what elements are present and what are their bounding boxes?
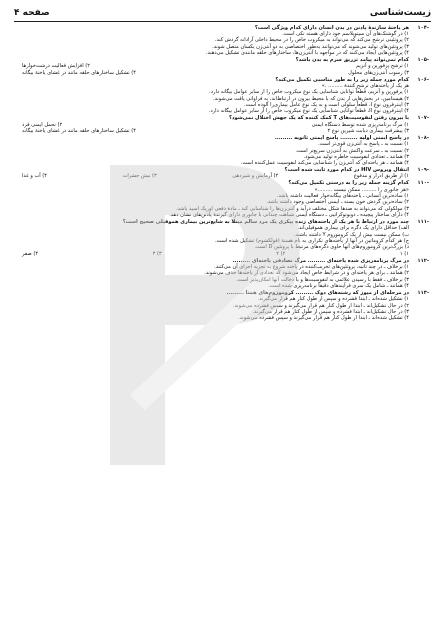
question-block bbox=[16, 180, 429, 218]
answer-option: ۱) ترشح پرفورین و آنزیم bbox=[356, 63, 409, 70]
answer-option: ۱) تشکیل شده‌اند ـ ابتدا فشرده و سپس از طول کنار هم قرار می‌گیرند. bbox=[257, 296, 409, 303]
answer-option: ۴) صفر bbox=[22, 250, 39, 257]
answer-option: ۲) پروتئینی ترشح می‌کند که می‌تواند به میکروب خاص را در محیط داخلی آزادانه گردش کند. bbox=[214, 37, 409, 44]
question-text: در پاسخ ایمنی اولیه ......... پاسخ ایمنی ثانویه ......... bbox=[274, 134, 409, 141]
answer-option: ۲) آزمایش و شیردهی bbox=[232, 173, 279, 180]
answer-option: ۲) تحمل ایمنی فرد bbox=[22, 121, 63, 128]
question-block bbox=[16, 115, 429, 134]
question-text: هر یاختهٔ سازندهٔ پادتن در بدن انسان دارای کدام ویژگی است؟ bbox=[254, 24, 409, 31]
answer-option-row bbox=[16, 173, 429, 179]
question-block bbox=[16, 57, 429, 76]
question-block bbox=[16, 135, 429, 167]
question-number: -۱۰۶ bbox=[417, 76, 429, 83]
page-number: صفحه ۴ bbox=[14, 8, 50, 18]
answer-option: ۴) دارای ساختار پیچیده ـ دوبوتوکراتیی ـ دستگاه ایمنی شباهت چندانی با جانوری دارای گیرندهٔ پادتن‌های نشان دهد. bbox=[169, 212, 409, 219]
statement-line: الف) حداقل دارای یک دگره برای بیماری هموفیلی‌اند. bbox=[297, 225, 409, 232]
answer-option: ۳) رسوب آنتی‌ژن‌های محلول bbox=[348, 69, 409, 76]
answer-option: ۴) آب و غذا bbox=[22, 173, 48, 180]
question-number: -۱۰۸ bbox=[417, 134, 429, 141]
answer-option: ۳) همانند ـ تعدادی لنفوسیت خاطره تولید می‌شود. bbox=[303, 153, 409, 160]
answer-option: ۳) برخلاف ـ فقط با رسیدن علائمی به لنفوسیت‌ها و یا دخالت آنها امکان‌پذیر است. bbox=[236, 276, 409, 283]
answer-option: ۴) پروتئین‌هایی ایجاد می‌کنند که در مواجهه با آنتی‌ژن‌ها، ساختارهای حلقه مانندی تشکیل می‌دهند. bbox=[205, 49, 409, 56]
question-lead: هر یک از یاخته‌های ترشح کنندهٔ ......... .» bbox=[321, 82, 409, 89]
question-number: -۱۱۰ bbox=[417, 180, 429, 187]
header-divider bbox=[14, 21, 431, 22]
answer-option: ۴) همانند ـ شامل یک سری فرآیندهای دقیقاً برنامه‌ریزی شده است. bbox=[268, 283, 409, 290]
answer-option: ۱) نسبت به ـ پاسخ به آنتی‌ژن قوی‌تر است. bbox=[318, 141, 409, 148]
question-number: -۱۰۷ bbox=[417, 115, 429, 122]
answer-option: ۴) همانند ـ هر یاخته‌ای که آنتی‌ژن را شناسایی می‌کند لنفوسیت عمل‌کننده است. bbox=[240, 160, 409, 167]
answer-option: ۱) پرفورین و آنزیم، قطعاً توانایی شناسایی یک نوع میکروب خاص را از سایر عوامل بیگانه دارد. bbox=[209, 89, 409, 96]
question-block bbox=[16, 167, 429, 180]
question-number: -۱۰۴ bbox=[417, 24, 429, 31]
question-number: -۱۰۵ bbox=[417, 56, 429, 63]
answer-option: ۲) در حال تشکیل‌اند ـ ابتدا از طول کنار هم قرار می‌گیرند و سپس فشرده می‌شوند. bbox=[232, 302, 409, 309]
answer-option-row bbox=[16, 251, 429, 257]
statement-line: ج) هر کدام کروماتین در آنها از یاخته‌های تکراری به نام هستهٔ (فولکشوم) تشکیل شده است. bbox=[215, 238, 409, 245]
subject-title: زیست‌شناسی bbox=[369, 8, 431, 18]
answer-option: ۴) تشکیل شده‌اند ـ ابتدا از طول کنار هم قرار می‌گیرند و سپس فشرده می‌شوند. bbox=[238, 315, 409, 322]
answer-option: ۴) تشکیل ساختارهای حلقه مانند در غشای یاختهٔ بیگانه bbox=[22, 69, 136, 76]
question-number: -۱۰۹ bbox=[417, 167, 429, 174]
answer-option: ۱) ساده‌ترین انسانی ـ یاخته‌های بیگانه‌خوار فعالیت داشته باشد. bbox=[276, 193, 409, 200]
answer-option: ۳) مولکولی که می‌تواند به صدها شکل مختلف درآید و آنتی‌ژن‌ها را شناسایی کند ـ مادهٔ دفعی اوریک اسید باشد. bbox=[175, 205, 409, 212]
question-text: کدام مورد جمله زیر را به طور مناسبی تکمیل می‌کند؟ bbox=[275, 76, 409, 83]
question-block bbox=[16, 219, 429, 257]
answer-option: ۱) ۱ bbox=[399, 250, 409, 257]
answer-option: ۲) افزایش فعالیت درشت‌خوارها bbox=[22, 63, 91, 70]
statement-line: ب) ممکن نیست بیش از یک کروموزوم Y داشته باشند. bbox=[293, 231, 409, 238]
answer-option: ۳) نیش حشرات bbox=[122, 173, 157, 180]
answer-option-row bbox=[16, 70, 429, 76]
question-text: چند مورد در ارتباط با هر یک از یاخته‌های زنده پیکری یک مرد سالم مبتلا به شایع‌ترین بیماری هموفیلی صحیح است؟ bbox=[122, 219, 409, 226]
answer-option: ۱) در گوشتک‌های آن سیتوپلاسم خود دارای هسته تکی است. bbox=[282, 30, 409, 37]
question-number: -۱۱۲ bbox=[417, 257, 429, 264]
question-block bbox=[16, 77, 429, 115]
question-lead: «هر جانوری را ......... ممکن نیست .........» bbox=[314, 186, 409, 193]
answer-option: ۴) اینترفرون نوع II، قطعاً توانایی شناسایی یک نوع میکروب خاص را از سایر عوامل بیگانه دارد. bbox=[208, 108, 409, 115]
answer-option: ۲) نسبت به ـ سرعت واکنش به آنتی‌ژن سریع‌تر است. bbox=[295, 147, 409, 154]
answer-option: ۱) مرگ برنامه‌ریزی شده توسط دستگاه ایمنی bbox=[311, 121, 409, 128]
answer-option: ۲) هیستامین، در بخش‌هایی از بدن که با محیط بیرون در ارتباط‌اند، به فراوانی یافت می‌شوند. bbox=[213, 95, 409, 102]
answer-option: ۳) ۳ bbox=[152, 250, 162, 257]
answer-option: ۲) ساده‌ترین گردش خون بسته ـ ایمنی اختصاصی وجود داشته باشد. bbox=[266, 199, 409, 206]
answer-option-row bbox=[16, 128, 429, 134]
question-block bbox=[16, 25, 429, 57]
question-number: -۱۱۳ bbox=[417, 290, 429, 297]
statement-line: د) بزرگ‌ترین کروموزوم‌های آنها حاوی دگره‌های مرتبط با پروتئین D است. bbox=[254, 244, 409, 251]
question-text: انتقال ویروس HIV در کدام مورد ثابت شده است؟ bbox=[284, 167, 409, 174]
answer-option: ۳) پیشرفت بیماری دیابت شیرین نوع ۲ bbox=[327, 127, 409, 134]
question-stem bbox=[16, 180, 429, 186]
question-text: در مرحله‌ای از میوز که رشته‌های دوک ......... کروموزوم‌های همتا ......... bbox=[226, 290, 409, 297]
question-block bbox=[16, 258, 429, 290]
answer-option: ۱) از طریق ادرار و مدفوع bbox=[353, 173, 409, 180]
answer-option: ۲) ۲ bbox=[276, 250, 286, 257]
answer-option: ۳) پروتئین‌های تولید می‌شوند که می‌توانند به‌طور اختصاصی به دو آنتی‌ژن یکسان متصل شوند. bbox=[212, 43, 409, 50]
question-stem bbox=[16, 77, 429, 83]
answer-option: ۱) برخلاف ـ در چند ثانیه، پروتئین‌های تخریب‌کننده در یاخته شروع به تجزیه اجزای آن می‌کنند. bbox=[214, 264, 409, 271]
page-header bbox=[14, 6, 431, 20]
question-block bbox=[16, 290, 429, 322]
question-stem bbox=[16, 25, 429, 31]
question-text: با بیرون رفتن لنفوسیت‌های T کمک کننده که یک جهش اختلال نمی‌شود؟ bbox=[229, 115, 409, 122]
question-text: کدام گزینه جمله زیر را به درستی تکمیل می‌کند؟ bbox=[288, 180, 409, 187]
answer-option: ۳) اینترفرون نوع I، قطعاً سلولی است و به یک نوع عامل بیماری‌زا آلوده است. bbox=[244, 101, 409, 108]
answer-option: ۴) تشکیل ساختارهای حلقه مانند در غشای یاختهٔ بیگانه bbox=[22, 127, 136, 134]
answer-option: ۲) همانند ـ برای هر یاخته‌ای و در شرایط خاص ایجاد می‌شود که تعدادی از یاخته‌ها حذف می‌شوند. bbox=[204, 270, 409, 277]
question-text: کدام تمی‌تواند پیامد تزریق سرم به بدن باشد؟ bbox=[295, 56, 409, 63]
question-text: در مرگ برنامه‌ریزی شده یاخته‌ای ......... مرگ تصادفی یاخته‌ای ......... bbox=[232, 257, 409, 264]
answer-option: ۳) در حال تشکیل‌اند ـ ابتدا فشرده و سپس از طول کنار هم قرار می‌گیرند. bbox=[252, 309, 409, 316]
question-number: -۱۱۱ bbox=[417, 219, 429, 226]
questions-area bbox=[16, 24, 429, 636]
